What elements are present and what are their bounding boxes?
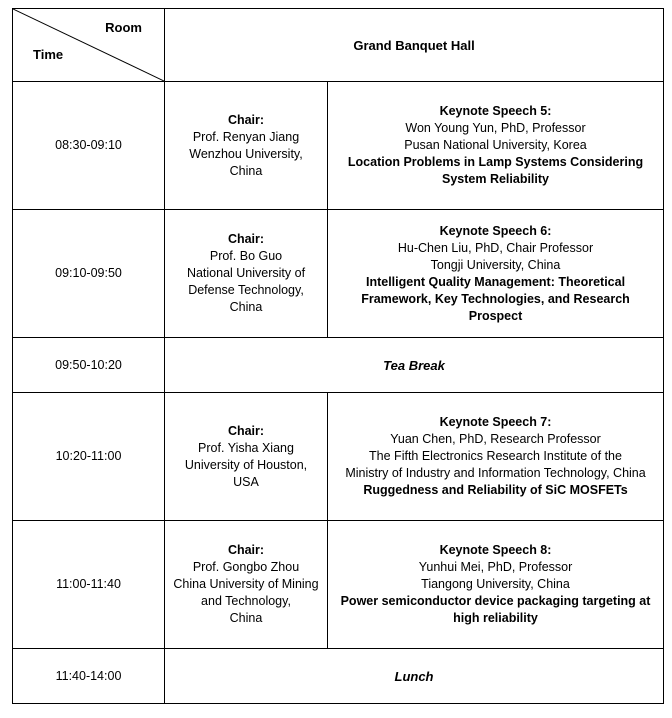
speaker-name: Yunhui Mei, PhD, Professor bbox=[418, 560, 573, 574]
talk-title: Power semiconductor device packaging targeting at bbox=[340, 594, 651, 608]
chair-affiliation: China bbox=[229, 163, 263, 178]
session-time: 09:10-09:50 bbox=[13, 210, 165, 338]
keynote-label: Keynote Speech 6: bbox=[439, 223, 552, 238]
speaker-affiliation: Ministry of Industry and Information Technology, China bbox=[345, 466, 646, 480]
keynote-label: Keynote Speech 7: bbox=[439, 415, 552, 429]
chair-affiliation: and Technology, bbox=[201, 594, 291, 608]
chair-name: Prof. Bo Guo bbox=[209, 249, 283, 263]
speaker-name: Yuan Chen, PhD, Research Professor bbox=[390, 432, 601, 446]
talk-title: Intelligent Quality Management: Theoretical bbox=[365, 274, 626, 289]
keynote-cell bbox=[328, 393, 664, 521]
session-row bbox=[13, 82, 664, 210]
chair-name: Prof. Renyan Jiang bbox=[192, 129, 300, 144]
chair-name: Prof. Yisha Xiang bbox=[198, 440, 294, 455]
chair-cell bbox=[165, 521, 328, 649]
talk-title: high reliability bbox=[453, 611, 538, 625]
header-row bbox=[13, 9, 664, 82]
talk-title: Location Problems in Lamp Systems Considering bbox=[347, 155, 644, 169]
break-time: 11:40-14:00 bbox=[13, 649, 165, 704]
talk-title: Ruggedness and Reliability of SiC MOSFETs bbox=[363, 483, 628, 497]
hall-name: Grand Banquet Hall bbox=[165, 9, 664, 82]
chair-name: Prof. Gongbo Zhou bbox=[192, 560, 300, 574]
keynote-cell bbox=[328, 82, 664, 210]
chair-label: Chair: bbox=[227, 543, 265, 557]
chair-label: Chair: bbox=[227, 423, 265, 438]
talk-title: Prospect bbox=[468, 308, 523, 323]
chair-label: Chair: bbox=[227, 232, 265, 246]
speaker-affiliation: Pusan National University, Korea bbox=[404, 138, 587, 152]
time-label: Time bbox=[33, 47, 64, 62]
break-time: 09:50-10:20 bbox=[13, 338, 165, 393]
keynote-label: Keynote Speech 8: bbox=[439, 543, 552, 557]
chair-cell bbox=[165, 210, 328, 338]
talk-title: System Reliability bbox=[442, 172, 549, 186]
chair-affiliation: China bbox=[229, 300, 263, 314]
break-row bbox=[13, 649, 664, 704]
break-row bbox=[13, 338, 664, 393]
session-row bbox=[13, 393, 664, 521]
session-row bbox=[13, 210, 664, 338]
speaker-name: Hu-Chen Liu, PhD, Chair Professor bbox=[397, 240, 594, 255]
chair-affiliation: Defense Technology, bbox=[188, 283, 304, 297]
talk-title: Framework, Key Technologies, and Research bbox=[361, 291, 630, 306]
keynote-cell bbox=[328, 210, 664, 338]
session-time: 10:20-11:00 bbox=[13, 393, 165, 521]
keynote-cell bbox=[328, 521, 664, 649]
speaker-affiliation: Tongji University, China bbox=[430, 257, 561, 272]
break-label: Lunch bbox=[165, 649, 664, 704]
room-label: Room bbox=[105, 20, 142, 35]
chair-affiliation: USA bbox=[233, 474, 259, 489]
chair-affiliation: China University of Mining bbox=[173, 577, 319, 591]
chair-cell bbox=[165, 393, 328, 521]
speaker-affiliation: The Fifth Electronics Research Institute of the bbox=[369, 449, 622, 463]
speaker-affiliation: Tiangong University, China bbox=[421, 577, 570, 591]
chair-affiliation: National University of bbox=[186, 266, 306, 280]
session-row bbox=[13, 521, 664, 649]
chair-affiliation: Wenzhou University, bbox=[189, 146, 303, 161]
chair-label: Chair: bbox=[227, 112, 265, 127]
speaker-name: Won Young Yun, PhD, Professor bbox=[405, 121, 586, 135]
chair-affiliation: China bbox=[229, 611, 263, 625]
chair-cell bbox=[165, 82, 328, 210]
session-time: 11:00-11:40 bbox=[13, 521, 165, 649]
chair-affiliation: University of Houston, bbox=[184, 457, 308, 472]
break-label: Tea Break bbox=[165, 338, 664, 393]
session-time: 08:30-09:10 bbox=[13, 82, 165, 210]
schedule-table bbox=[12, 8, 664, 704]
room-time-header-cell bbox=[13, 9, 165, 82]
keynote-label: Keynote Speech 5: bbox=[439, 104, 552, 118]
